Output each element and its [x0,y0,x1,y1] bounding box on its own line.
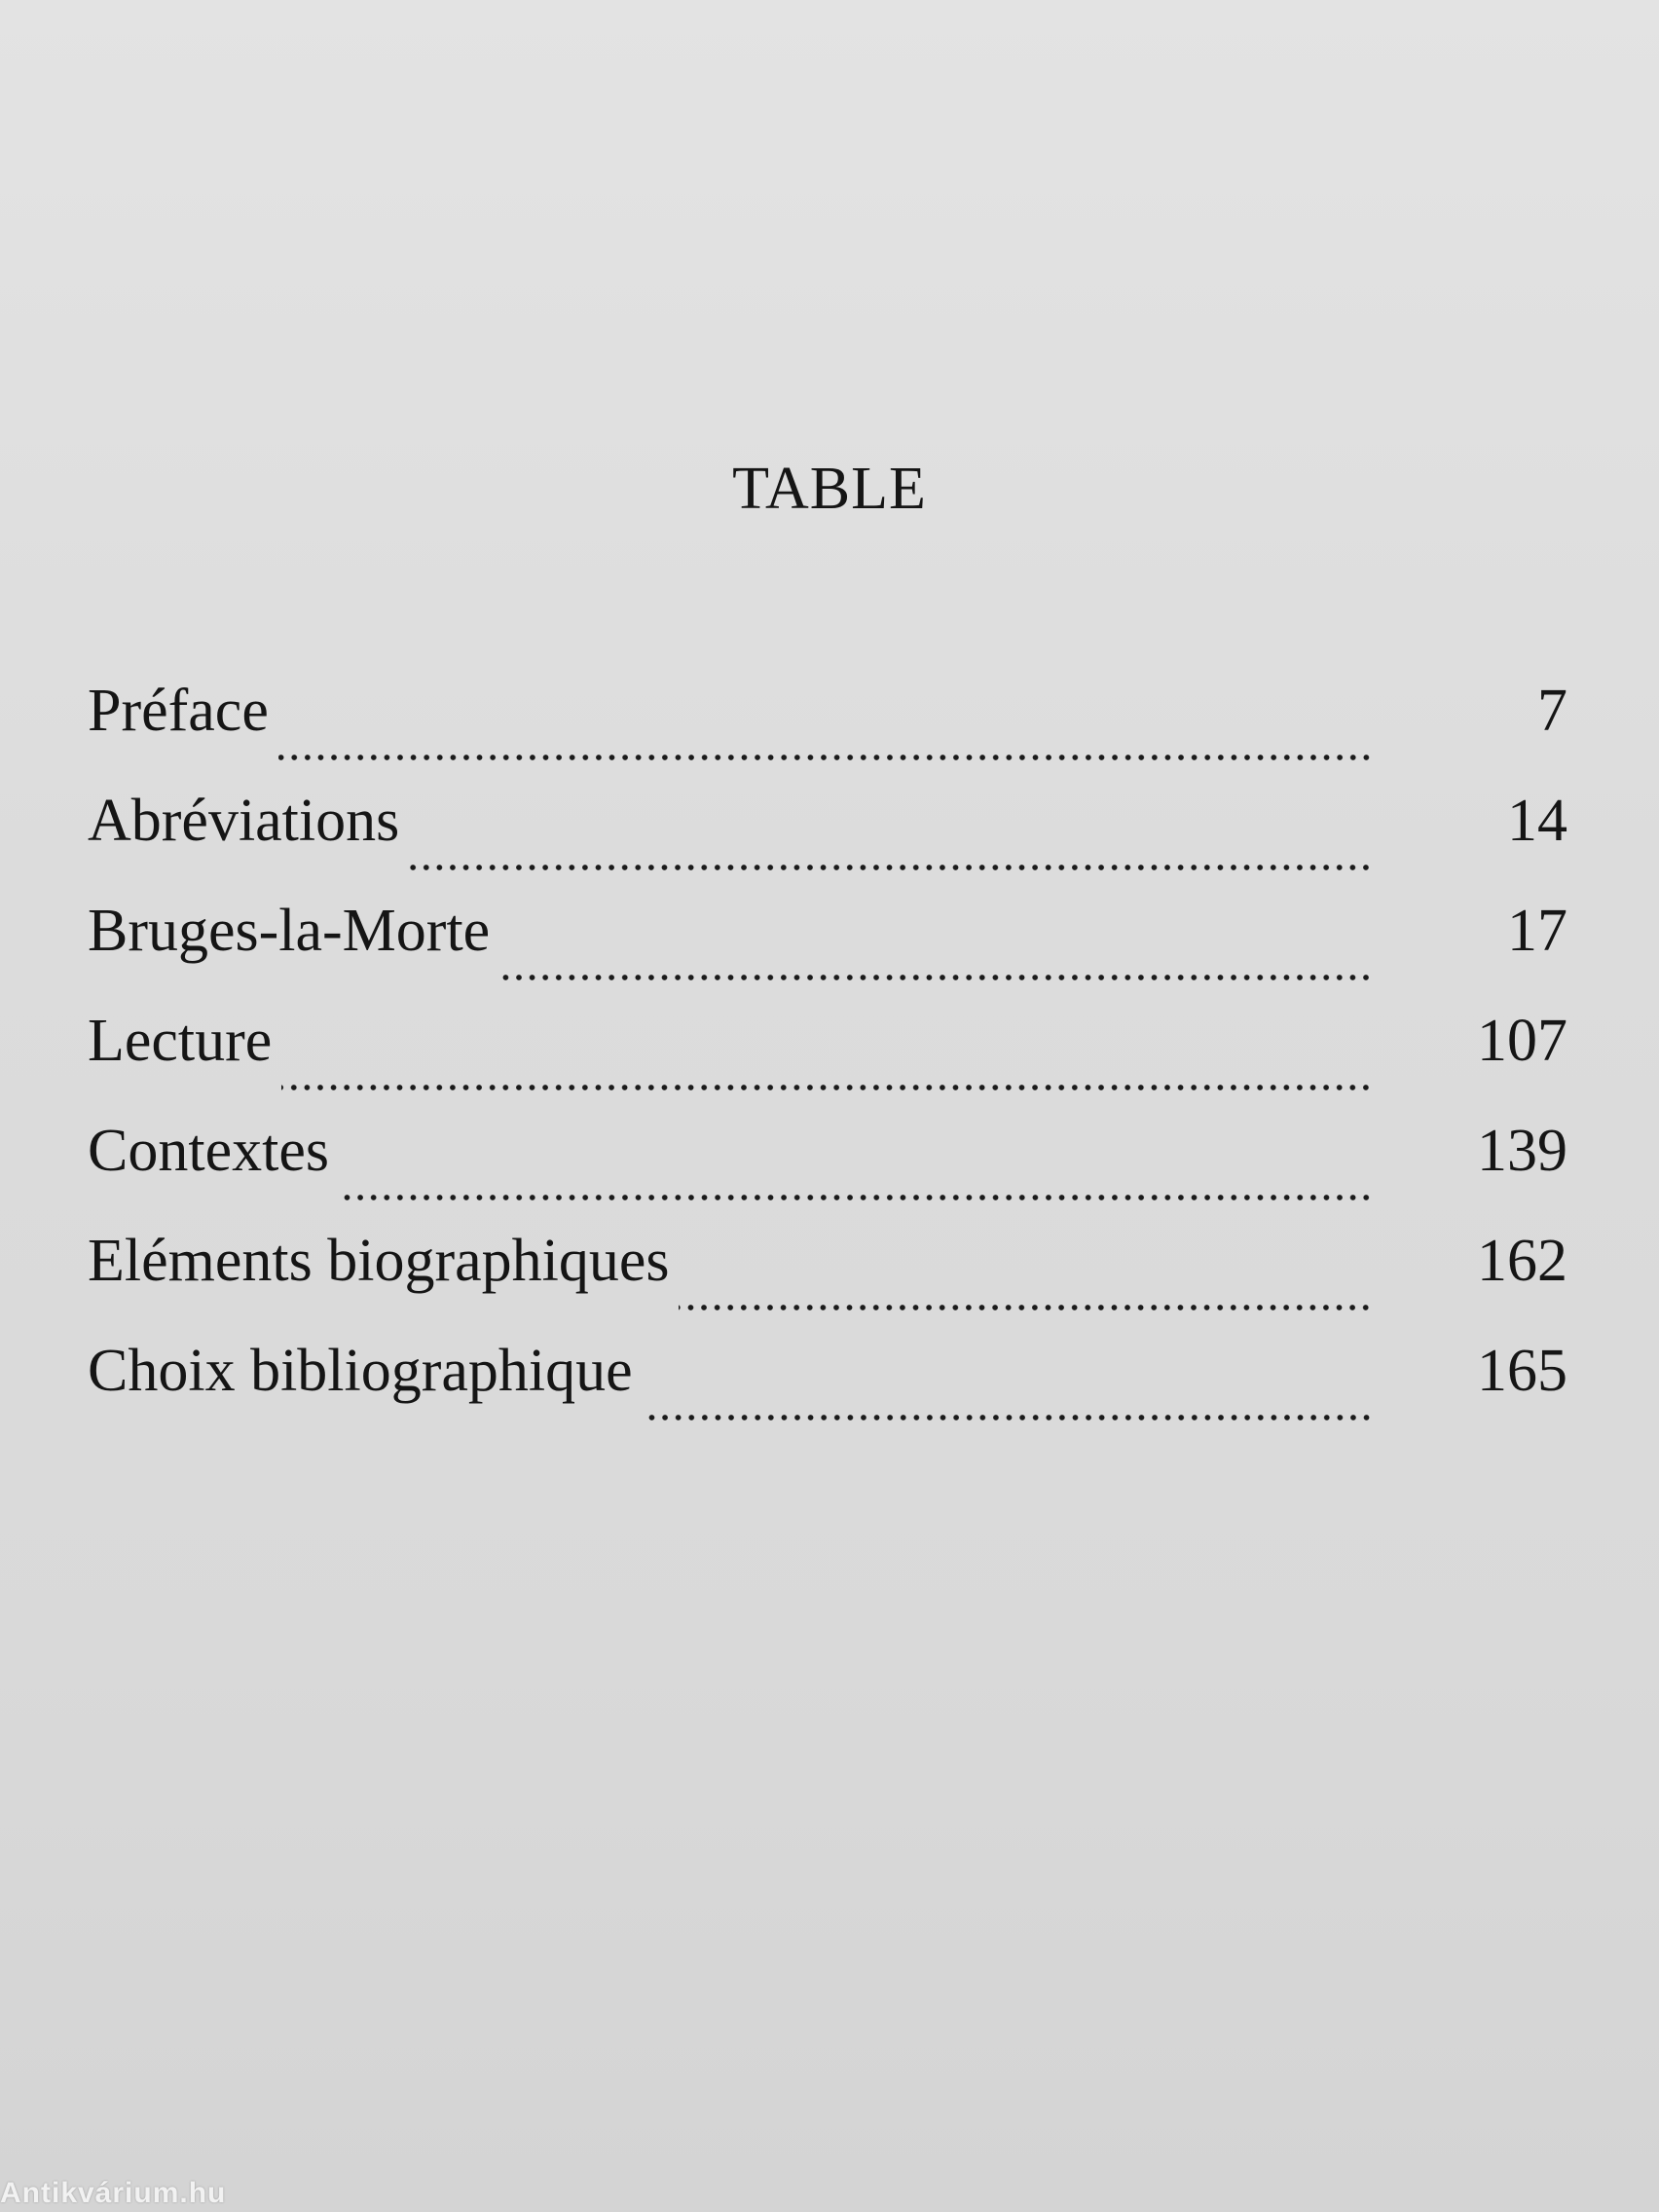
dot-leader [339,1195,1373,1200]
toc-entry [88,782,1567,892]
toc-entry-page: 17 [1507,898,1567,964]
watermark-text: Antikvárium.hu [0,2177,227,2209]
toc-entry-page: 162 [1477,1228,1567,1294]
toc-entry [88,1332,1567,1442]
toc-entry [88,1222,1567,1332]
toc-entry [88,1112,1567,1222]
page-title: TABLE [732,456,927,522]
toc-entry-label: Abréviations [88,788,400,854]
toc-entry-page: 107 [1477,1008,1567,1074]
dot-leader [409,865,1373,870]
toc-entry [88,892,1567,1002]
toc-entry-label: Lecture [88,1008,273,1074]
dot-leader [278,755,1373,760]
dot-leader [281,1085,1373,1090]
dot-leader [679,1305,1373,1310]
dot-leader [499,975,1373,980]
dot-leader [643,1415,1373,1420]
toc-entry-page: 165 [1477,1338,1567,1404]
toc-entry-label: Préface [88,678,269,744]
toc-entry [88,1002,1567,1112]
toc-entry-page: 7 [1537,678,1567,744]
toc-entry-label: Bruges-la-Morte [88,898,491,964]
toc-entry-label: Eléments biographiques [88,1228,670,1294]
toc-entry-label: Contextes [88,1118,329,1184]
toc-entry-page: 139 [1477,1118,1567,1184]
toc-entry-label: Choix bibliographique [88,1338,633,1404]
toc-entry-page: 14 [1507,788,1567,854]
table-of-contents [88,672,1567,1442]
toc-entry [88,672,1567,782]
